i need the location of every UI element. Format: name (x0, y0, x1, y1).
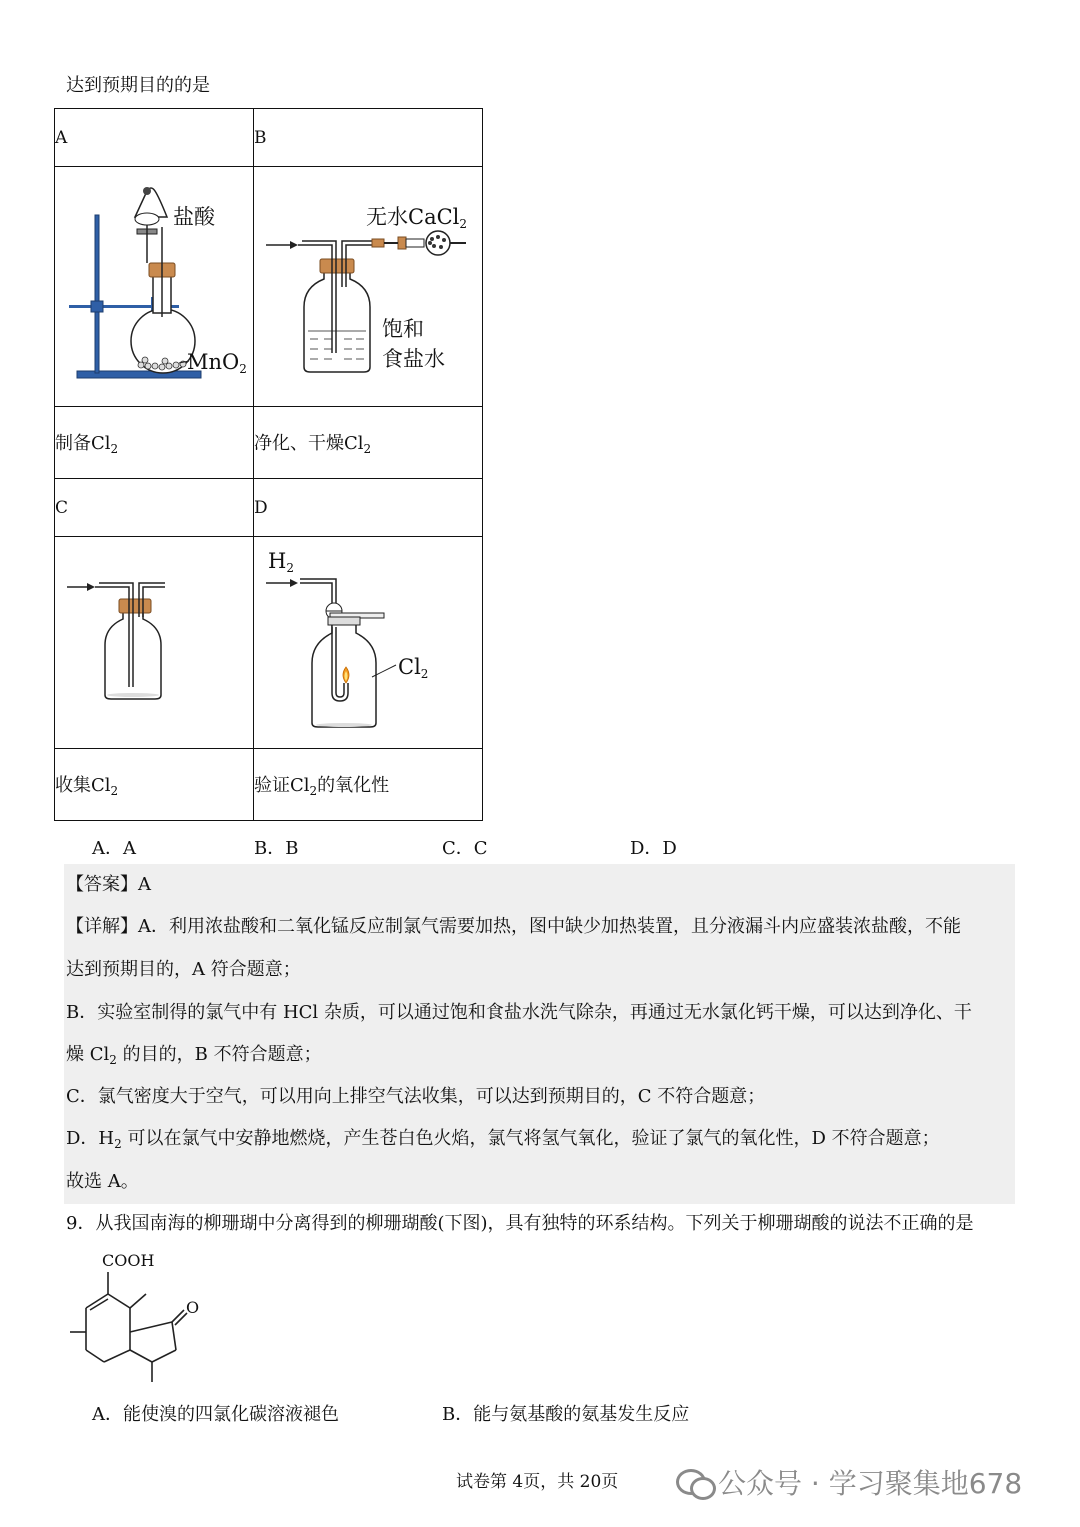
figure-d-cell (254, 537, 483, 749)
choice-d[interactable]: D．D (630, 838, 677, 859)
option-d-caption: 验证$Cl_2$的氧化性 (254, 749, 483, 821)
structure-figure (60, 1250, 230, 1400)
watermark: 公众号 · 学习聚集地678 (676, 1462, 1022, 1502)
explanation-line-2: 达到预期目的，A 符合题意； (66, 959, 301, 980)
ketone-o-label: O (186, 1298, 200, 1317)
explanation-line-6: D．$H_2$ 可以在氯气中安静地燃烧，产生苍白色火焰，氯气将氢气氧化，验证了氯气的氧化性，D 不符合题意； (66, 1128, 940, 1151)
explanation-line-7: 故选 A。 (66, 1171, 139, 1192)
figure-a-cell (55, 167, 254, 407)
h2-label: $H_2$ (268, 549, 294, 575)
option-c-letter: C (55, 479, 254, 537)
mno2-label: MnO$_2$ (187, 350, 247, 376)
figure-c-cell (55, 537, 254, 749)
choice-c[interactable]: C．C (442, 838, 488, 859)
answer-panel (64, 864, 1015, 1204)
explanation-line-5: C．氯气密度大于空气，可以用向上排空气法收集，可以达到预期目的，C 不符合题意； (66, 1086, 766, 1107)
question9-stem: 9．从我国南海的柳珊瑚中分离得到的柳珊瑚酸(下图)，具有独特的环系结构。下列关于柳珊瑚酸的说法不正确的是 (66, 1213, 974, 1234)
saturated-label: 饱和 (382, 317, 424, 341)
option-c-caption: 收集$Cl_2$ (55, 749, 254, 821)
q9-option-b[interactable]: B．能与氨基酸的氨基发生反应 (442, 1404, 690, 1425)
figure-b-cell (254, 167, 483, 407)
hydrochloric-acid-label: 盐酸 (173, 205, 215, 229)
page-footer: 试卷第 4页，共 20页 (456, 1472, 619, 1492)
cl2-label: $Cl_2$ (398, 655, 429, 681)
explanation-line-4: 燥 $Cl_2$ 的目的，B 不符合题意； (66, 1044, 322, 1067)
option-b-caption: 净化、干燥$Cl_2$ (254, 407, 483, 479)
q9-option-a[interactable]: A．能使溴的四氯化碳溶液褪色 (92, 1404, 339, 1425)
collection-bottle-figure (55, 537, 253, 749)
option-d-letter: D (254, 479, 483, 537)
answer-line: 【答案】A (66, 874, 151, 895)
brine-label: 食盐水 (382, 347, 445, 371)
choice-b[interactable]: B．B (254, 838, 299, 859)
option-b-letter: B (254, 109, 483, 167)
option-a-letter: A (55, 109, 254, 167)
anhydrous-cacl2-label: 无水CaCl$_2$ (366, 205, 468, 231)
choice-a[interactable]: A．A (92, 838, 136, 859)
option-a-caption: 制备$Cl_2$ (55, 407, 254, 479)
explanation-line-3: B．实验室制得的氯气中有 HCl 杂质，可以通过饱和食盐水洗气除杂，再通过无水氯化钙干燥，可以达到净化、干 (66, 1002, 972, 1023)
wechat-icon (676, 1467, 712, 1497)
explanation-line-1: 【详解】A．利用浓盐酸和二氧化锰反应制氯气需要加热，图中缺少加热装置，且分液漏斗内应盛装浓盐酸，不能 (66, 916, 961, 937)
intro-text: 达到预期目的的是 (66, 75, 210, 96)
cooh-label: COOH (102, 1251, 155, 1270)
options-table (54, 108, 483, 821)
